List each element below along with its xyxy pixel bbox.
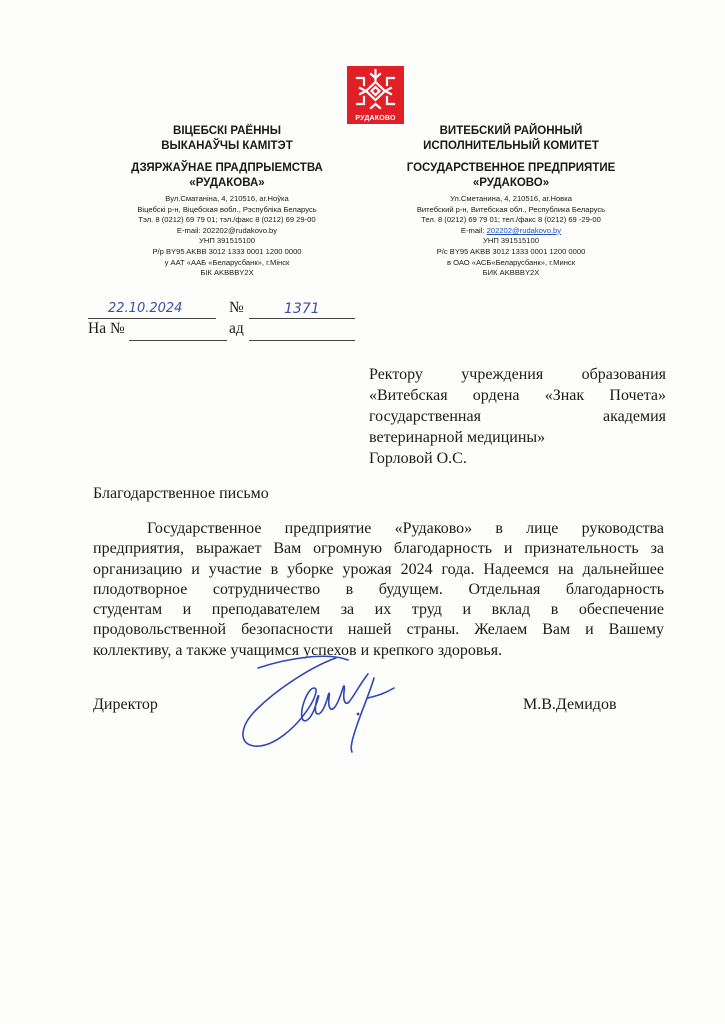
header-right-address-1: Ул.Сметанина, 4, 210516, аг.Новка [450, 194, 572, 203]
header-right-line-3: ГОСУДАРСТВЕННОЕ ПРЕДПРИЯТИЕ [406, 162, 616, 174]
header-left-address-1: Вул.Сматаніна, 4, 210516, аг.Ноўка [165, 194, 289, 203]
header-right-bic: БИК AKBBBY2X [482, 268, 540, 278]
addressee-block [369, 364, 666, 469]
company-logo [347, 66, 404, 124]
body-line: организацию и участие в уборке урожая 2024 года. Надеемся на дальнейшее [93, 560, 664, 578]
header-right-account: Р/с BY95 AKBB 3012 1333 0001 1200 0000 [436, 246, 586, 256]
letterhead-belarusian [106, 124, 348, 279]
body-line: коллективу, а также учащимся успехов и крепкого здоровья. [93, 641, 503, 659]
signer-position: Директор [93, 696, 158, 713]
header-right-email [380, 226, 642, 237]
body-line: Государственное предприятие «Рудаково» в лице руководства [147, 520, 664, 537]
header-left-address-2: Віцебскі р-н, Віцебская вобл., Рэспубліка Беларусь [137, 204, 317, 214]
letter-title: Благодарственное письмо [93, 485, 269, 502]
signer-name: М.В.Демидов [523, 696, 617, 713]
header-right-address-2: Витебский р-н, Витебская обл., Республика Беларусь [416, 204, 606, 214]
reply-from-label: ад [229, 320, 244, 337]
handwritten-signature [218, 648, 428, 758]
reply-to-line [129, 340, 227, 341]
header-right-line-1: ВИТЕБСКИЙ РАЙОННЫЙ [439, 125, 583, 137]
header-left-line-2: ВЫКАНАЎЧЫ КАМIТЭТ [161, 139, 293, 152]
reply-to-label: На № [88, 320, 125, 337]
header-left-email: E-mail: 202202@rudakovo.by [176, 225, 278, 235]
rudakovo-emblem-icon [347, 66, 404, 114]
header-left-bic: БІК AKBBBY2X [200, 268, 254, 278]
header-right-unp: УНП 391515100 [483, 236, 539, 246]
header-left-line-3: ДЗЯРЖАЎНАЕ ПРАДПРЫЕМСТВА [131, 162, 323, 174]
header-left-bank: у ААТ «ААБ «Беларусбанк», г.Мінск [164, 257, 290, 267]
header-right-email-prefix: E-mail: [460, 225, 487, 235]
header-left-line-4: «РУДАКОВА» [189, 176, 265, 189]
handwritten-number: 1371 [284, 301, 320, 317]
addressee-line-1: Ректору учреждения образования [369, 366, 666, 383]
header-right-line-4: «РУДАКОВО» [472, 176, 550, 189]
reply-from-line [249, 340, 355, 341]
addressee-line-2: «Витебская ордена «Знак Почета» [369, 387, 666, 404]
date-line [88, 318, 216, 319]
header-right-line-2: ИСПОЛНИТЕЛЬНЫЙ КОМИТЕТ [423, 139, 599, 152]
letterhead-russian [380, 124, 642, 279]
number-line [249, 318, 355, 319]
body-line: плодотворное сотрудничество в будущем. Отдельная благодарность [93, 580, 664, 598]
header-left-account: Р/р BY95 AKBB 3012 1333 0001 1200 0000 [152, 246, 302, 256]
logo-text: РУДАКОВО [355, 115, 396, 122]
addressee-line-4: ветеринарной медицины» [369, 429, 546, 446]
addressee-line-5: Горловой О.С. [369, 450, 467, 467]
number-symbol: № [229, 299, 244, 316]
addressee-line-3: государственная академия [369, 408, 666, 425]
body-line: студентам и преподавателем за их труд и вклад в обеспечение [93, 601, 664, 619]
header-left-unp: УНП 391515100 [199, 236, 255, 246]
header-right-phone: Тел. 8 (0212) 69 79 01; тел./факс 8 (0212) 69 -29-00 [421, 215, 601, 225]
body-line: предприятия, выражает Вам огромную благодарность и признательность за [93, 540, 664, 558]
header-left-phone: Тэл. 8 (0212) 69 79 01; тэл./факс 8 (0212) 69 29-00 [138, 215, 316, 225]
header-right-bank: в ОАО «АСБ«Беларусбанк», г.Минск [446, 257, 576, 267]
handwritten-date: 22.10.2024 [108, 301, 183, 316]
body-line: продовольственной безопасности нашей страны. Желаем Вам и Вашему [93, 621, 664, 639]
email-link[interactable]: 202202@rudakovo.by [486, 225, 562, 235]
header-left-line-1: ВIЦЕБСКI РАЁННЫ [173, 125, 281, 137]
letter-body [93, 519, 664, 661]
